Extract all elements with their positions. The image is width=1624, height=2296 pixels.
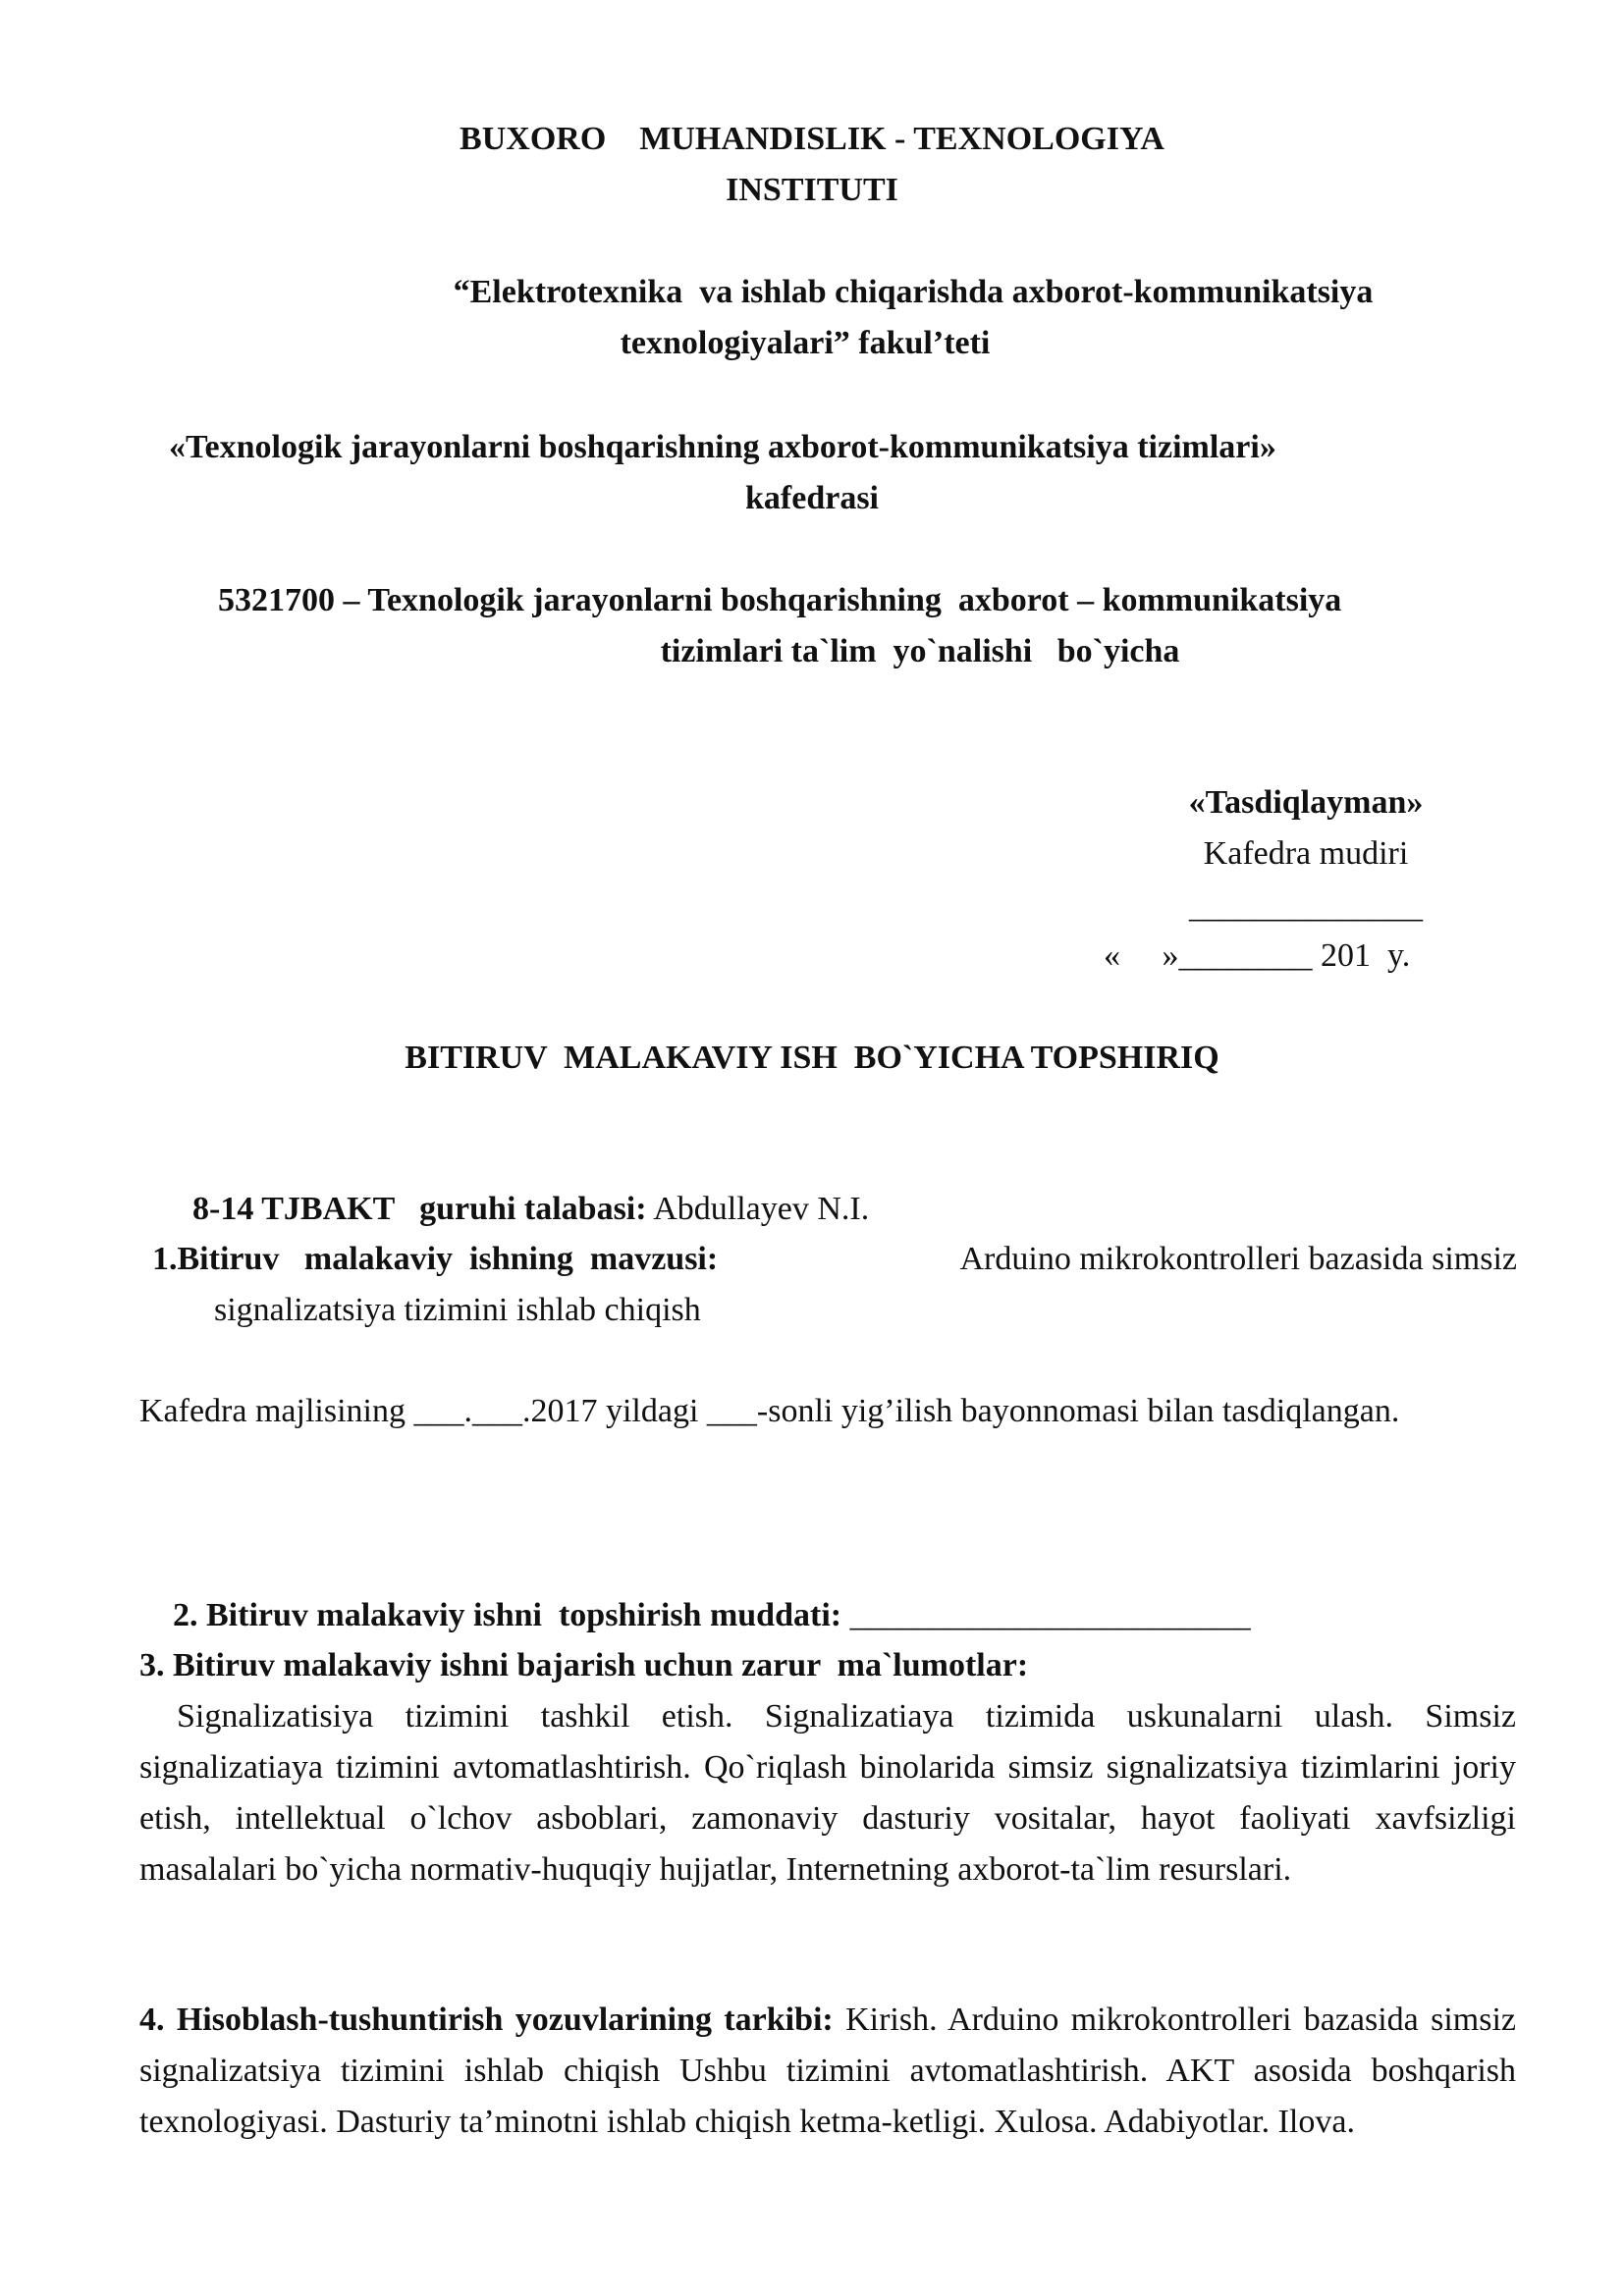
- institute-name-line2: INSTITUTI: [726, 172, 898, 208]
- item1-text-line2: signalizatsiya tizimini ishlab chiqish: [214, 1292, 701, 1328]
- approval-date-line: « »________ 201 y.: [1104, 937, 1411, 974]
- department-name-line1: «Texnologik jarayonlarni boshqarishning axborot-kommunikatsiya tizimlari»: [169, 429, 1276, 465]
- item1-label: 1.Bitiruv malakaviy ishning mavzusi:: [152, 1241, 719, 1277]
- item4-paragraph: [139, 1995, 1516, 2148]
- direction-line1: 5321700 – Texnologik jarayonlarni boshqarishning axborot – kommunikatsiya: [218, 582, 1342, 618]
- task-title: BITIRUV MALAKAVIY ISH BO`YICHA TOPSHIRIQ: [405, 1040, 1219, 1076]
- direction-line2: tizimlari ta`lim yo`nalishi bo`yicha: [660, 633, 1180, 669]
- department-name-line2: kafedrasi: [745, 480, 879, 516]
- approval-title: «Tasdiqlayman»: [1188, 784, 1424, 821]
- approval-role: Kafedra mudiri: [1203, 835, 1409, 872]
- signature-line: ______________: [1189, 888, 1423, 925]
- item1-text-line1: Arduino mikrokontrolleri bazasida simsiz: [959, 1241, 1517, 1277]
- meeting-approval-text: Kafedra majlisining ___.___.2017 yildagi ___-sonli yig’ilish bayonnomasi bilan tasdiqlangan.: [139, 1393, 1400, 1429]
- item3-text: Signalizatisiya tizimini tashkil etish. Signalizatiaya tizimida uskunalarni ulash. Simsiz signalizatiaya tizimini avtomatlashtirish. Qo`riqlash binolarida simsiz signalizatsiya tizimlarini joriy etish, intellektual o`lchov asboblari, zamonaviy dasturiy vositalar, hayot faoliyati xavfsizligi masalalari bo`yicha normativ-huquqiy hujjatlar, Internetning axborot-ta`lim resurslari.: [139, 1698, 1516, 1888]
- item2-label: 2. Bitiruv malakaviy ishni topshirish muddati:: [173, 1597, 842, 1633]
- institute-name-line1: BUXORO MUHANDISLIK - TEXNOLOGIYA: [460, 121, 1164, 157]
- student-name: Abdullayev N.I.: [646, 1191, 870, 1227]
- item4-text: Kirish. Arduino mikrokontrolleri bazasida simsiz signalizatsiya tizimini ishlab chiqish Ushbu tizimini avtomatlashtirish. AKT asosida boshqarish texnologiyasi. Dasturiy ta’minotni ishlab chiqish ketma-ketligi. Xulosa. Adabiyotlar. Ilova.: [139, 2002, 1516, 2140]
- faculty-name-line1: “Elektrotexnika va ishlab chiqarishda axborot-kommunikatsiya: [453, 274, 1374, 310]
- student-label: 8-14 TJBAKT guruhi talabasi:: [192, 1191, 647, 1227]
- item3-label: 3. Bitiruv malakaviy ishni bajarish uchun zarur ma`lumotlar:: [139, 1647, 1029, 1683]
- item4-label: 4. Hisoblash-tushuntirish yozuvlarining tarkibi:: [139, 2002, 834, 2038]
- faculty-name-line2: texnologiyalari” fakul’teti: [620, 325, 991, 361]
- item2-blank: ________________________: [841, 1597, 1251, 1633]
